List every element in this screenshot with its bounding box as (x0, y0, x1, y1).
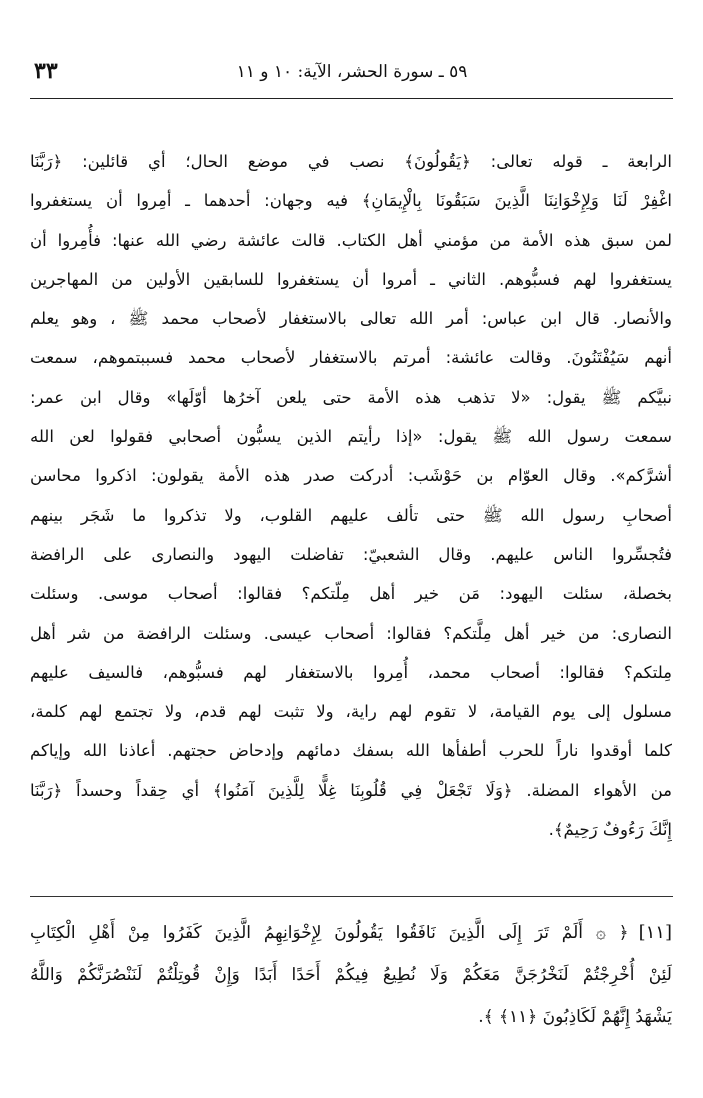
commentary-text (30, 142, 672, 849)
text-line: لمن سبق هذه الأمة من مؤمني أهل الكتاب. قالت عائشة رضي الله عنها: فأُمِروا أن (30, 230, 672, 250)
verse-number: [١١] (638, 922, 672, 943)
text-line: مِلتكم؟ فقالوا: أصحاب محمد، أُمِروا بالاستغفار لهم فسبُّوهم، فالسيف عليهم (30, 662, 672, 682)
section-divider (30, 896, 673, 897)
text-line: بخصلة، سئلت اليهود: مَن خير أهل مِلّتكم؟ فقالوا: أصحاب موسى. وسئلت (30, 584, 672, 604)
text-line: يستغفروا لهم فسبُّوهم. الثاني ـ أمروا أن يستغفروا للسابقين الأولين من المهاجرين (30, 269, 672, 289)
quran-verse-block (30, 912, 672, 1038)
text-line: والأنصار. قال ابن عباس: أمر الله تعالى بالاستغفار لأصحاب محمد ﷺ ، وهو يعلم (30, 309, 672, 329)
text-line: الرابعة ـ قوله تعالى: ﴿يَقُولُونَ﴾ نصب في موضع الحال؛ أي قائلين: ﴿رَبَّنَا (30, 152, 672, 171)
verse-line: لَئِنْ أُخْرِجْتُمْ لَنَخْرُجَنَّ مَعَكُمْ وَلَا نُطِيعُ فِيكُمْ أَحَدًا أَبَدًا وَإِنْ قُوتِلْتُمْ لَنَنْصُرَنَّكُمْ وَاللَّهُ (30, 965, 672, 985)
text-line: مسلول إلى يوم القيامة، لا تقوم لهم راية، ولا تثبت لهم قدم، ولا تجتمع لهم كلمة، (30, 702, 672, 722)
text-line: أنهم سَيُفْتَنُونَ. وقالت عائشة: أمرتم بالاستغفار لأصحاب محمد فسببتموهم، سمعت (30, 348, 672, 368)
verse-text: ﴿ ۞ أَلَمْ تَرَ إِلَى الَّذِينَ نَافَقُوا يَقُولُونَ لِإِخْوَانِهِمُ الَّذِينَ كَفَرُوا مِنْ أَهْلِ الْكِتَابِ (30, 923, 629, 943)
verse-line: يَشْهَدُ إِنَّهُمْ لَكَاذِبُونَ ﴿١١﴾ ﴾. (478, 1007, 672, 1027)
text-line: سمعت رسول الله ﷺ يقول: «إذا رأيتم الذين يسبُّون أصحابي فقولوا لعن الله (30, 427, 672, 447)
text-line: اغْفِرْ لَنَا وَلِإِخْوَانِنَا الَّذِينَ سَبَقُونَا بِالْإِيمَانِ﴾ فيه وجهان: أحدهما ـ أمِروا أن يستغفروا (30, 191, 672, 211)
verse-line-first (30, 912, 672, 954)
text-line: إِنَّكَ رَءُوفٌ رَحِيمٌ﴾. (548, 820, 672, 840)
text-line: فتُجسِّروا الناس عليهم. وقال الشعبيّ: تفاضلت اليهود والنصارى على الرافضة (30, 544, 672, 564)
text-line: كلما أوقدوا ناراً للحرب أطفأها الله بسفك دمائهم وإدحاض حجتهم. أعاذنا الله وإياكم (30, 741, 672, 761)
text-line: نبيَّكم ﷺ يقول: «لا تذهب هذه الأمة حتى يلعن آخرُها أوّلَها» وقال ابن عمر: (30, 387, 672, 407)
text-line: أشرَّكم». وقال العوّام بن حَوْشَب: أدركت صدر هذه الأمة يقولون: اذكروا محاسن (30, 466, 672, 486)
page-header (34, 56, 670, 96)
text-line: النصارى: من خير أهل مِلَّتكم؟ فقالوا: أصحاب عيسى. وسئلت الرافضة من شر أهل (30, 623, 672, 643)
text-line: من الأهواء المضلة. ﴿وَلَا تَجْعَلْ فِي قُلُوبِنَا غِلًّا لِلَّذِينَ آمَنُوا﴾ أي حِقداً وحسداً ﴿رَبَّنَا (30, 780, 672, 800)
page-number: ٣٣ (34, 58, 58, 84)
text-line: أصحابِ رسول الله ﷺ حتى تألف عليهم القلوب، ولا تذكروا ما شَجَر بينهم (30, 505, 672, 525)
header-rule (30, 98, 673, 99)
running-title: ٥٩ ـ سورة الحشر، الآية: ١٠ و ١١ (236, 62, 468, 82)
